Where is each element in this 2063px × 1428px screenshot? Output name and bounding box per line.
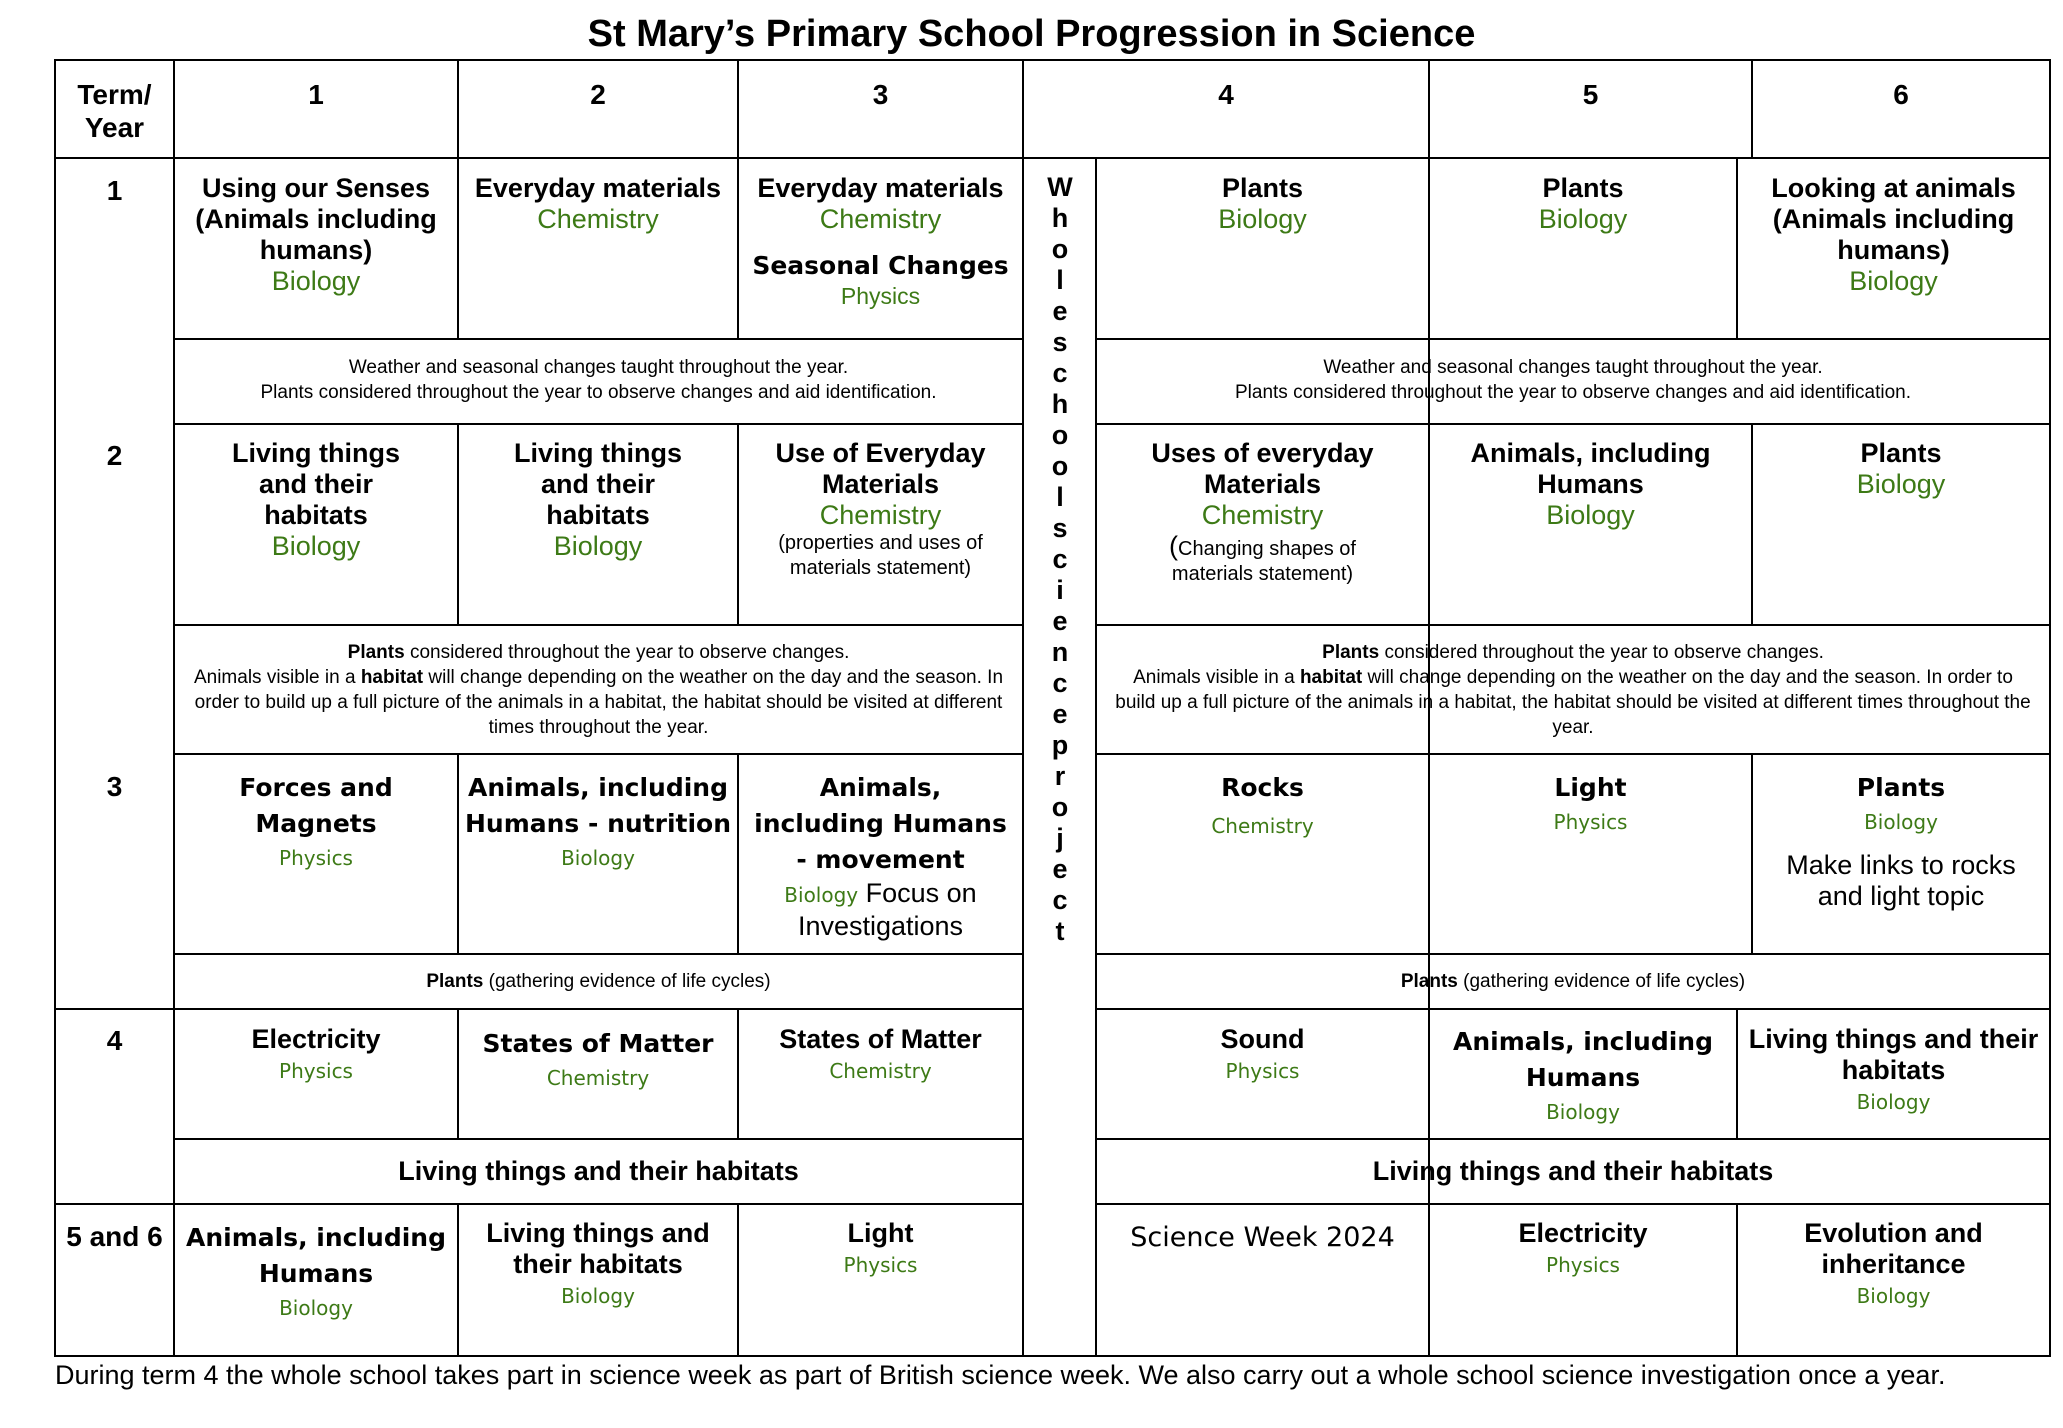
topic-title: Electricity — [251, 1024, 381, 1054]
subject-label: Biology — [1864, 810, 1938, 834]
topic-y1-t5 — [1430, 173, 1736, 235]
topic-y56-t6 — [1738, 1218, 2049, 1312]
header-term-5: 5 — [1582, 79, 1599, 110]
topic-y56-t2 — [459, 1218, 737, 1312]
topic-y1-t2 — [459, 173, 737, 235]
topic-title: Using our Senses (Animals including humans) — [195, 173, 437, 265]
subject-label: Biology — [1546, 1100, 1620, 1124]
topic-title: Animals, including Humans — [1470, 438, 1711, 499]
topic-y4-t4 — [1097, 1024, 1428, 1087]
vertical-letter: l — [1056, 482, 1064, 512]
subject-label: Biology — [1856, 1284, 1931, 1308]
vertical-letter: s — [1052, 327, 1068, 357]
vertical-letter: o — [1051, 792, 1069, 822]
subject-label: Biology — [279, 1296, 353, 1320]
subject-label: Biology — [561, 1284, 635, 1308]
subject-label: Physics — [1546, 1253, 1620, 1277]
year-label-3: 3 — [106, 771, 123, 802]
subject-label: Chemistry — [546, 1066, 650, 1090]
page-title: St Mary’s Primary School Progression in Science — [587, 13, 1476, 55]
footer-note: During term 4 the whole school takes part in science week as part of British science week. We also carry out a whole school science investigation once a year. — [55, 1360, 1946, 1390]
topic-y1-t1 — [175, 173, 457, 297]
vertical-letter: o — [1051, 234, 1069, 264]
topic-y3-t5 — [1430, 770, 1751, 838]
vertical-letter: p — [1051, 730, 1069, 760]
subject-label: Biology — [561, 846, 635, 870]
subject-label: Physics — [279, 846, 353, 870]
topic-title: Everyday materials — [757, 173, 1004, 203]
topic-title: Electricity — [1518, 1218, 1648, 1248]
subject-label: Physics — [1553, 810, 1628, 834]
topic-title: Science Week 2024 — [1130, 1222, 1395, 1253]
topic-y3-t1 — [175, 770, 457, 874]
topic-title: Animals, including Humans — [186, 1223, 446, 1288]
topic-title: Plants — [1542, 173, 1624, 203]
topic-note: (Changing shapes of materials statement) — [1169, 531, 1356, 585]
topic-y3-t3 — [739, 770, 1022, 942]
vertical-letter: s — [1052, 513, 1068, 543]
year-label-1: 1 — [106, 175, 123, 206]
vertical-letter: h — [1051, 389, 1069, 419]
vertical-letter: c — [1052, 358, 1068, 388]
topic-title: Living things and their habitats — [486, 1218, 710, 1279]
subject-label: Chemistry — [1211, 814, 1314, 838]
topic-title: Animals, including Humans - nutrition — [464, 773, 732, 838]
vertical-letter: r — [1054, 761, 1066, 791]
subject-label: Physics — [1225, 1059, 1300, 1083]
year-label-5-6: 5 and 6 — [66, 1221, 163, 1252]
topic-y2-t1 — [175, 438, 457, 562]
topic-title: Animals, including Humans — [1453, 1027, 1713, 1092]
header-term-3: 3 — [872, 79, 889, 110]
vertical-letter: c — [1052, 885, 1068, 915]
subject-label: Biology — [1546, 500, 1635, 530]
year-label-4: 4 — [106, 1025, 123, 1056]
topic-y56-t1 — [175, 1220, 457, 1324]
topic-y56-t3 — [739, 1218, 1022, 1281]
subject-label: Biology — [1856, 1090, 1931, 1114]
subject-label: Biology — [1538, 204, 1628, 234]
topic-y1-t4 — [1097, 173, 1428, 235]
topic-y2-t5 — [1430, 438, 1751, 531]
topic-y56-t5 — [1430, 1218, 1736, 1281]
topic-title: Animals, including Humans - movement — [754, 773, 1007, 874]
header-term-year: Term/ Year — [77, 79, 152, 143]
topic-y1-t6 — [1738, 173, 2049, 297]
year-label-2: 2 — [106, 440, 123, 471]
subject-label: Physics — [279, 1059, 353, 1083]
topic-note: (properties and uses of materials statement) — [778, 532, 983, 579]
topic-y2-t4 — [1097, 438, 1428, 587]
topic-y4-t5 — [1430, 1024, 1736, 1128]
topic-title: Living things and their habitats — [232, 438, 400, 530]
topic-title: Plants — [1856, 773, 1946, 802]
band-y4-right: Living things and their habitats — [1372, 1156, 1774, 1186]
vertical-letter: j — [1056, 823, 1064, 853]
topic-title: Plants — [1221, 173, 1304, 203]
vertical-letter: n — [1051, 637, 1069, 667]
topic-title: Light — [1554, 773, 1627, 802]
header-term-6: 6 — [1893, 79, 1909, 110]
subject-label: Chemistry — [819, 204, 942, 234]
topic-title: Sound — [1220, 1024, 1305, 1054]
vertical-letter: e — [1052, 854, 1068, 884]
vertical-letter: i — [1056, 575, 1064, 605]
topic-y4-t6 — [1738, 1024, 2049, 1118]
topic-y2-t3 — [739, 438, 1022, 581]
topic-y56-t4 — [1097, 1220, 1428, 1256]
topic-title: Light — [847, 1218, 914, 1248]
subject-label: Chemistry — [1201, 500, 1324, 530]
topic-title: Living things and their habitats — [1748, 1024, 2039, 1085]
topic-note: Make links to rocks and light topic — [1786, 850, 2016, 911]
subject-label: Biology — [1849, 266, 1938, 296]
vertical-letter: W — [1047, 172, 1073, 202]
header-term-1: 1 — [308, 79, 324, 110]
topic-y3-t2 — [459, 770, 737, 874]
topic-y3-t6 — [1753, 770, 2049, 912]
topic-title-2: Seasonal Changes — [752, 251, 1009, 280]
subject-label: Biology — [1856, 469, 1946, 499]
vertical-letter: e — [1052, 296, 1068, 326]
band-y1-left: Weather and seasonal changes taught throughout the year. Plants considered throughout the year to observe changes and aid identification. — [260, 357, 937, 403]
vertical-letter: t — [1055, 916, 1065, 946]
topic-title: Forces and Magnets — [239, 773, 393, 838]
band-y1-right: Weather and seasonal changes taught throughout the year. Plants considered throughout the year to observe changes and aid identification. — [1234, 357, 1911, 403]
topic-title: Rocks — [1221, 773, 1304, 802]
subject-label-2: Physics — [840, 283, 921, 309]
subject-label: Chemistry — [829, 1059, 932, 1083]
vertical-letter: o — [1051, 420, 1069, 450]
subject-label: Biology — [553, 531, 643, 561]
vertical-letter: o — [1051, 451, 1069, 481]
topic-title: Everyday materials — [474, 173, 722, 203]
topic-y1-t3 — [739, 173, 1022, 311]
subject-label: Physics — [843, 1253, 918, 1277]
band-y2-right: Plants considered throughout the year to observe changes. Animals visible in a habitat will change depending on the weather on the day and the season. In order to build up a full picture of the animals in a habitat, the habitat should be visited at different times throughout the year. — [1115, 642, 2031, 738]
topic-y3-t4 — [1097, 770, 1428, 846]
topic-title: Uses of everyday Materials — [1151, 438, 1374, 499]
topic-title: Living things and their habitats — [514, 438, 682, 530]
topic-title: States of Matter — [482, 1029, 714, 1058]
subject-label: Biology — [271, 266, 361, 296]
band-y4-left: Living things and their habitats — [398, 1156, 799, 1186]
vertical-letter: c — [1052, 668, 1068, 698]
vertical-letter: l — [1056, 265, 1064, 295]
subject-label: Biology — [271, 531, 361, 561]
topic-y4-t3 — [739, 1024, 1022, 1087]
topic-y2-t6 — [1753, 438, 2049, 500]
topic-note: Biology Focus on Investigations — [784, 878, 977, 941]
vertical-letter: e — [1052, 606, 1068, 636]
topic-title: Plants — [1860, 438, 1942, 468]
topic-title: States of Matter — [779, 1024, 982, 1054]
whole-school-science-project-label — [1024, 172, 1096, 947]
topic-y4-t2 — [459, 1026, 737, 1094]
topic-y4-t1 — [175, 1024, 457, 1087]
topic-title: Evolution and inheritance — [1804, 1218, 1983, 1279]
subject-label: Biology — [1218, 204, 1307, 234]
band-y2-left: Plants considered throughout the year to observe changes. Animals visible in a habitat will change depending on the weather on the day and the season. In order to build up a full picture of the animals in a habitat, the habitat should be visited at different times throughout the year. — [193, 642, 1004, 738]
band-y3-right: Plants (gathering evidence of life cycles) — [1400, 971, 1746, 992]
vertical-letter: h — [1051, 203, 1069, 233]
vertical-letter: e — [1052, 699, 1068, 729]
vertical-letter: c — [1052, 544, 1068, 574]
header-term-4: 4 — [1218, 79, 1234, 110]
topic-title: Use of Everyday Materials — [775, 438, 986, 499]
subject-label: Chemistry — [537, 204, 659, 234]
subject-label: Chemistry — [819, 500, 942, 530]
topic-title: Looking at animals (Animals including humans) — [1771, 173, 2016, 265]
topic-y2-t2 — [459, 438, 737, 562]
band-y3-left: Plants (gathering evidence of life cycles) — [426, 971, 771, 992]
header-term-2: 2 — [590, 79, 606, 110]
